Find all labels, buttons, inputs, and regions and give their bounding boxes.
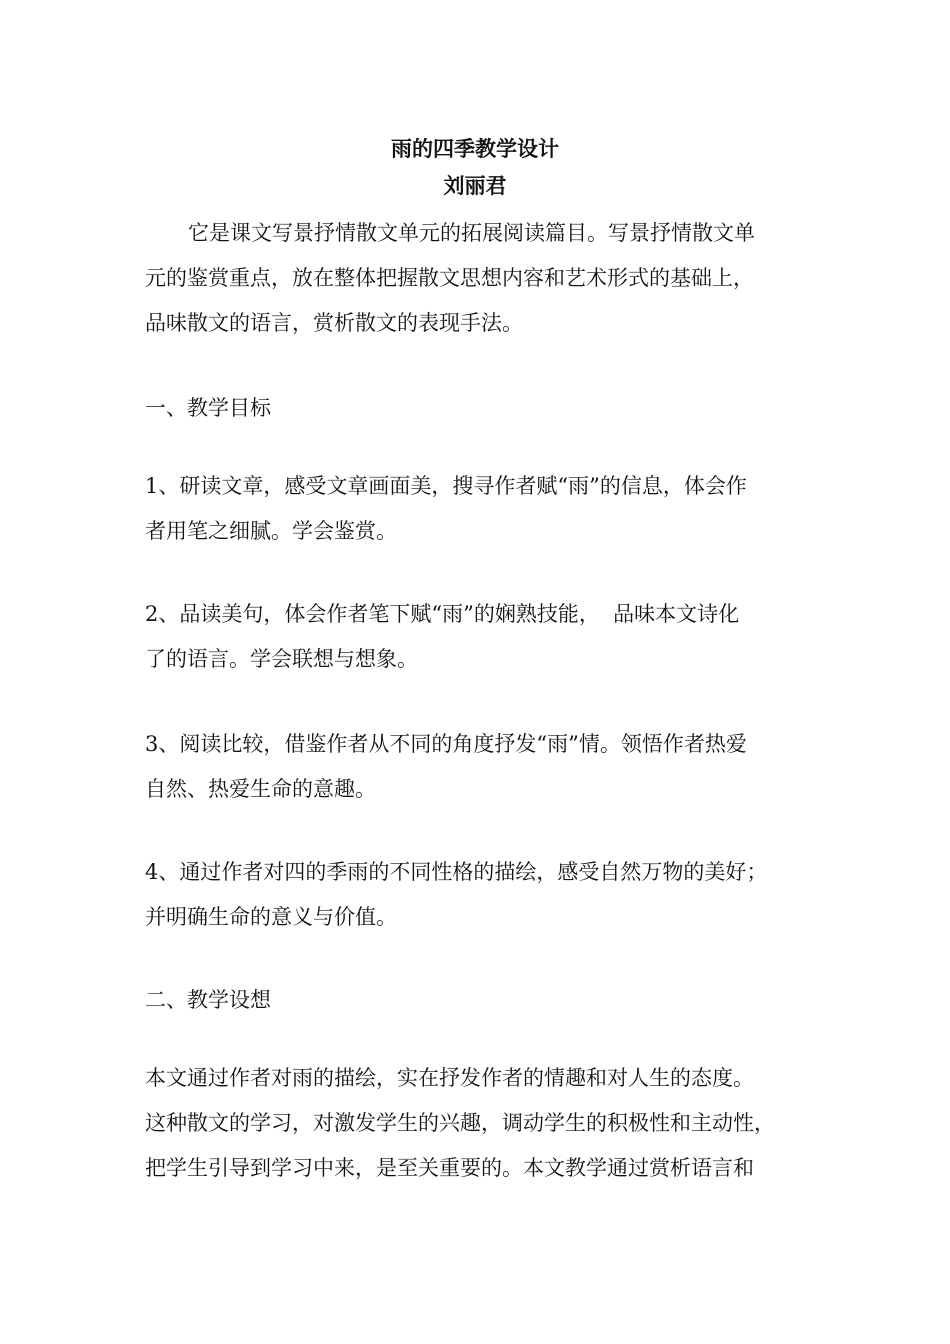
- goal-line: 1、研读文章，感受文章画面美，搜寻作者赋“雨”的信息，体会作: [145, 474, 747, 498]
- goal-line: 3、阅读比较，借鉴作者从不同的角度抒发“雨”情。领悟作者热爱: [145, 732, 747, 756]
- section-heading-teaching-goals: 一、教学目标: [145, 396, 271, 420]
- goal-line: 4、通过作者对四的季雨的不同性格的描绘，感受自然万物的美好；: [145, 860, 768, 884]
- intro-line: 元的鉴赏重点，放在整体把握散文思想内容和艺术形式的基础上，: [145, 266, 754, 290]
- body-line: 本文通过作者对雨的描绘，实在抒发作者的情趣和对人生的态度。: [145, 1066, 754, 1090]
- goal-line: 自然、热爱生命的意趣。: [145, 777, 376, 801]
- goal-item-3: [145, 722, 809, 812]
- goal-line: 并明确生命的意义与价值。: [145, 905, 397, 929]
- intro-line: 它是课文写景抒情散文单元的拓展阅读篇目。写景抒情散文单: [188, 221, 755, 245]
- intro-paragraph: [145, 211, 809, 346]
- section-heading-teaching-ideas: 二、教学设想: [145, 988, 271, 1012]
- goal-line: 2、品读美句，体会作者笔下赋“雨”的娴熟技能， 品味本文诗化: [145, 602, 740, 626]
- goal-line: 了的语言。学会联想与想象。: [145, 647, 418, 671]
- teaching-ideas-paragraph: [145, 1056, 809, 1191]
- goal-item-4: [145, 850, 809, 940]
- intro-line: 品味散文的语言，赏析散文的表现手法。: [145, 311, 523, 335]
- goal-item-1: [145, 464, 809, 554]
- goal-line: 者用笔之细腻。学会鉴赏。: [145, 519, 397, 543]
- author-name: 刘丽君: [443, 173, 507, 198]
- goal-item-2: [145, 592, 809, 682]
- body-line: 把学生引导到学习中来，是至关重要的。本文教学通过赏析语言和: [145, 1156, 754, 1180]
- document-title: 雨的四季教学设计: [391, 136, 559, 161]
- body-line: 这种散文的学习，对激发学生的兴趣，调动学生的积极性和主动性，: [145, 1111, 775, 1135]
